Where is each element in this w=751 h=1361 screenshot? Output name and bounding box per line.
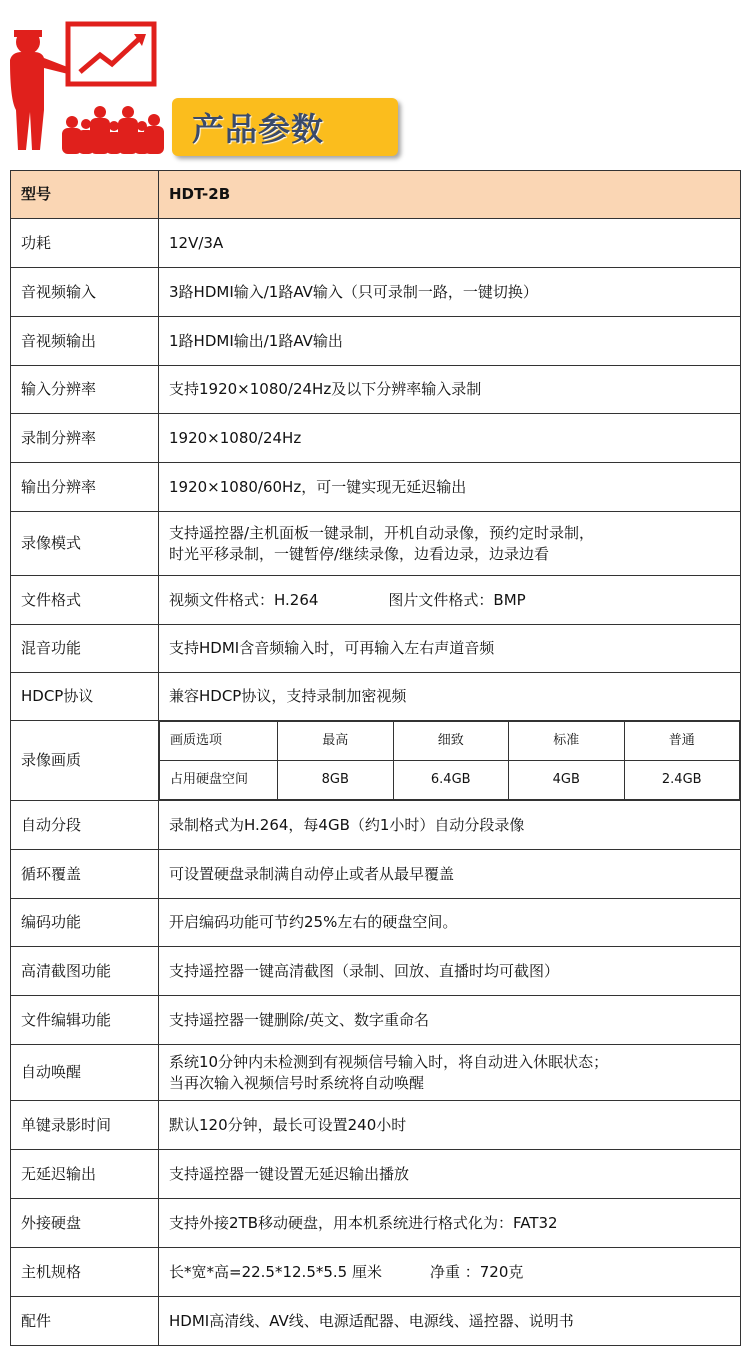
row-label: 自动分段: [11, 801, 159, 850]
table-row: [11, 1101, 741, 1150]
table-row: [11, 899, 741, 947]
table-row: [11, 996, 741, 1045]
quality-size: 2.4GB: [624, 761, 740, 800]
row-label: 录制分辨率: [11, 414, 159, 463]
presentation-header: [0, 0, 751, 170]
quality-size: 4GB: [509, 761, 625, 800]
row-value: 支持遥控器一键高清截图（录制、回放、直播时均可截图）: [159, 947, 741, 996]
page-title: 产品参数: [192, 110, 325, 148]
table-row: [11, 673, 741, 721]
quality-size: 占用硬盘空间: [160, 761, 278, 800]
table-row: [11, 576, 741, 625]
quality-header: 标准: [509, 722, 625, 761]
row-value: 默认120分钟，最长可设置240小时: [159, 1101, 741, 1150]
image-format: 图片文件格式：BMP: [388, 590, 526, 609]
row-label: 音视频输出: [11, 317, 159, 366]
row-label: 音视频输入: [11, 268, 159, 317]
title-banner: [172, 98, 398, 156]
table-row: [11, 850, 741, 899]
row-label: 循环覆盖: [11, 850, 159, 899]
table-row: [11, 463, 741, 512]
row-label: 混音功能: [11, 625, 159, 673]
quality-header-row: [160, 722, 740, 761]
row-label: 无延迟输出: [11, 1150, 159, 1199]
row-value: 支持1920×1080/24Hz及以下分辨率输入录制: [159, 366, 741, 414]
row-value: 可设置硬盘录制满自动停止或者从最早覆盖: [159, 850, 741, 899]
row-value: 录制格式为H.264，每4GB（约1小时）自动分段录像: [159, 801, 741, 850]
row-value: 支持HDMI含音频输入时，可再输入左右声道音频: [159, 625, 741, 673]
table-row: [11, 171, 741, 219]
row-label: 自动唤醒: [11, 1045, 159, 1101]
table-row: [11, 721, 741, 801]
row-value: [159, 512, 741, 576]
table-row: [11, 1045, 741, 1101]
row-label: 型号: [11, 171, 159, 219]
row-value: [159, 1248, 741, 1297]
row-label: 编码功能: [11, 899, 159, 947]
row-label: 单键录影时间: [11, 1101, 159, 1150]
row-value: 3路HDMI输入/1路AV输入（只可录制一路，一键切换）: [159, 268, 741, 317]
row-label: 文件格式: [11, 576, 159, 625]
row-value: 1920×1080/24Hz: [159, 414, 741, 463]
row-value: 12V/3A: [159, 219, 741, 268]
table-row: [11, 1248, 741, 1297]
row-value: 支持遥控器一键设置无延迟输出播放: [159, 1150, 741, 1199]
table-row: [11, 317, 741, 366]
row-label: 输入分辨率: [11, 366, 159, 414]
value-line: 系统10分钟内未检测到有视频信号输入时，将自动进入休眠状态；: [169, 1053, 609, 1072]
row-value: 开启编码功能可节约25%左右的硬盘空间。: [159, 899, 741, 947]
row-value: 支持遥控器一键删除/英文、数字重命名: [159, 996, 741, 1045]
row-value: [159, 576, 741, 625]
quality-size: 8GB: [278, 761, 394, 800]
quality-table: [159, 721, 740, 800]
quality-header: 画质选项: [160, 722, 278, 761]
row-value: HDMI高清线、AV线、电源适配器、电源线、遥控器、说明书: [159, 1297, 741, 1346]
table-row: [11, 801, 741, 850]
row-label: 外接硬盘: [11, 1199, 159, 1248]
row-label: 录像画质: [11, 721, 159, 801]
table-row: [11, 366, 741, 414]
row-value: 1920×1080/60Hz，可一键实现无延迟输出: [159, 463, 741, 512]
row-value: HDT-2B: [159, 171, 741, 219]
row-label: 录像模式: [11, 512, 159, 576]
row-label: 高清截图功能: [11, 947, 159, 996]
net-weight: 净重 ：720克: [430, 1262, 524, 1281]
row-label: 功耗: [11, 219, 159, 268]
value-line: 当再次输入视频信号时系统将自动唤醒: [169, 1073, 425, 1092]
row-value: [159, 1045, 741, 1101]
table-row: [11, 268, 741, 317]
value-line: 支持遥控器/主机面板一键录制，开机自动录像，预约定时录制，: [169, 524, 595, 543]
table-row: [11, 947, 741, 996]
table-row: [11, 1199, 741, 1248]
row-value: 兼容HDCP协议，支持录制加密视频: [159, 673, 741, 721]
table-row: [11, 219, 741, 268]
row-label: 文件编辑功能: [11, 996, 159, 1045]
dimensions: 长*宽*高=22.5*12.5*5.5 厘米: [169, 1262, 382, 1281]
table-row: [11, 1150, 741, 1199]
quality-header: 最高: [278, 722, 394, 761]
row-label: HDCP协议: [11, 673, 159, 721]
value-line: 时光平移录制，一键暂停/继续录像，边看边录，边录边看: [169, 544, 550, 563]
presenter-illustration-icon: [0, 0, 175, 165]
quality-size-row: [160, 761, 740, 800]
quality-cell: [159, 721, 741, 801]
row-value: 1路HDMI输出/1路AV输出: [159, 317, 741, 366]
row-value: 支持外接2TB移动硬盘，用本机系统进行格式化为：FAT32: [159, 1199, 741, 1248]
table-row: [11, 1297, 741, 1346]
quality-size: 6.4GB: [393, 761, 509, 800]
table-row: [11, 625, 741, 673]
video-format: 视频文件格式：H.264: [169, 590, 319, 609]
quality-header: 细致: [393, 722, 509, 761]
spec-table: [10, 170, 741, 1346]
row-label: 输出分辨率: [11, 463, 159, 512]
table-row: [11, 414, 741, 463]
quality-header: 普通: [624, 722, 740, 761]
table-row: [11, 512, 741, 576]
row-label: 主机规格: [11, 1248, 159, 1297]
row-label: 配件: [11, 1297, 159, 1346]
